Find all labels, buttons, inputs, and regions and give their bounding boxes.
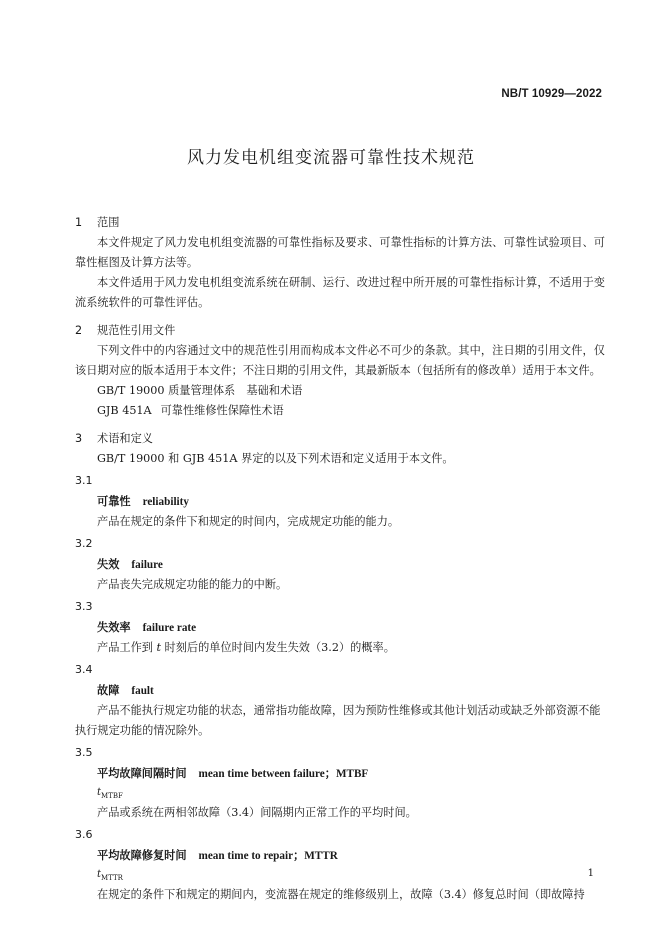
symbol-subscript: MTBF [101, 792, 123, 800]
reference-title: 质量管理体系 基础和术语 [168, 384, 303, 397]
term-definition [75, 638, 605, 658]
term-symbol [75, 868, 605, 885]
document-body [75, 205, 605, 905]
section-title: 规范性引用文件 [97, 324, 176, 337]
symbol-base: t [97, 787, 102, 798]
term-zh: 故障 [97, 684, 120, 697]
section-number: 3 [75, 432, 83, 445]
term-definition: 产品不能执行规定功能的状态，通常指功能故障，因为预防性维修或其他计划活动或缺乏外部资源不能执行规定功能的情况除外。 [75, 704, 601, 737]
section-number: 1 [75, 216, 83, 229]
term-en: mean time between failure；MTBF [198, 768, 369, 780]
term-symbol [75, 786, 605, 803]
section-title: 范围 [97, 216, 120, 229]
section-heading-3 [75, 429, 605, 449]
term-entry [75, 763, 605, 784]
section-number: 2 [75, 324, 83, 337]
term-number: 3.3 [75, 600, 93, 613]
term-zh: 可靠性 [97, 495, 131, 508]
paragraph: 本文件规定了风力发电机组变流器的可靠性指标及要求、可靠性指标的计算方法、可靠性试验项目、可靠性框图及计算方法等。 [75, 236, 605, 269]
paragraph: 本文件适用于风力发电机组变流系统在研制、运行、改进过程中所开展的可靠性指标计算，不适用于变流系统软件的可靠性评估。 [75, 276, 605, 309]
term-en: fault [131, 685, 154, 697]
term-number: 3.5 [75, 746, 93, 759]
definition-text: 时刻后的单位时间内发生失效（3.2）的概率。 [161, 641, 395, 654]
variable-t: t [156, 641, 161, 654]
term-entry [75, 617, 605, 638]
term-zh: 失效率 [97, 621, 131, 634]
definition-text: 产品工作到 [97, 641, 157, 654]
symbol-base: t [97, 869, 102, 880]
term-number: 3.6 [75, 828, 93, 841]
reference-item [75, 401, 605, 421]
term-zh: 平均故障间隔时间 [97, 767, 187, 780]
reference-code: GJB 451A [97, 404, 152, 417]
reference-code: GB/T 19000 [97, 384, 165, 397]
term-entry [75, 845, 605, 866]
term-en: failure [131, 559, 163, 571]
symbol-subscript: MTTR [101, 874, 123, 882]
document-title: 风力发电机组变流器可靠性技术规范 [187, 148, 475, 168]
term-number: 3.1 [75, 474, 93, 487]
term-definition: 产品丧失完成规定功能的能力的中断。 [97, 578, 288, 591]
term-entry [75, 491, 605, 512]
standard-code: NB/T 10929—2022 [501, 88, 602, 100]
term-en: failure rate [142, 622, 197, 634]
term-en: reliability [142, 496, 189, 508]
term-number: 3.2 [75, 537, 93, 550]
term-definition: 在规定的条件下和规定的期间内，变流器在规定的维修级别上，故障（3.4）修复总时间（即故障持 [97, 888, 585, 901]
term-zh: 平均故障修复时间 [97, 849, 187, 862]
section-title: 术语和定义 [97, 432, 153, 445]
page-number: 1 [587, 868, 594, 879]
term-entry [75, 680, 605, 701]
reference-item [75, 381, 605, 401]
term-definition: 产品或系统在两相邻故障（3.4）间隔期内正常工作的平均时间。 [97, 806, 417, 819]
term-zh: 失效 [97, 558, 120, 571]
term-definition: 产品在规定的条件下和规定的时间内，完成规定功能的能力。 [97, 515, 400, 528]
term-en: mean time to repair；MTTR [198, 850, 338, 862]
section-heading-1 [75, 213, 605, 233]
term-number: 3.4 [75, 663, 93, 676]
section-heading-2 [75, 321, 605, 341]
reference-title: 可靠性维修性保障性术语 [160, 404, 284, 417]
paragraph: 下列文件中的内容通过文中的规范性引用而构成本文件必不可少的条款。其中，注日期的引用文件，仅该日期对应的版本适用于本文件；不注日期的引用文件，其最新版本（包括所有的修改单）适用于本文件。 [75, 344, 605, 377]
paragraph: GB/T 19000 和 GJB 451A 界定的以及下列术语和定义适用于本文件。 [97, 452, 454, 465]
term-entry [75, 554, 605, 575]
